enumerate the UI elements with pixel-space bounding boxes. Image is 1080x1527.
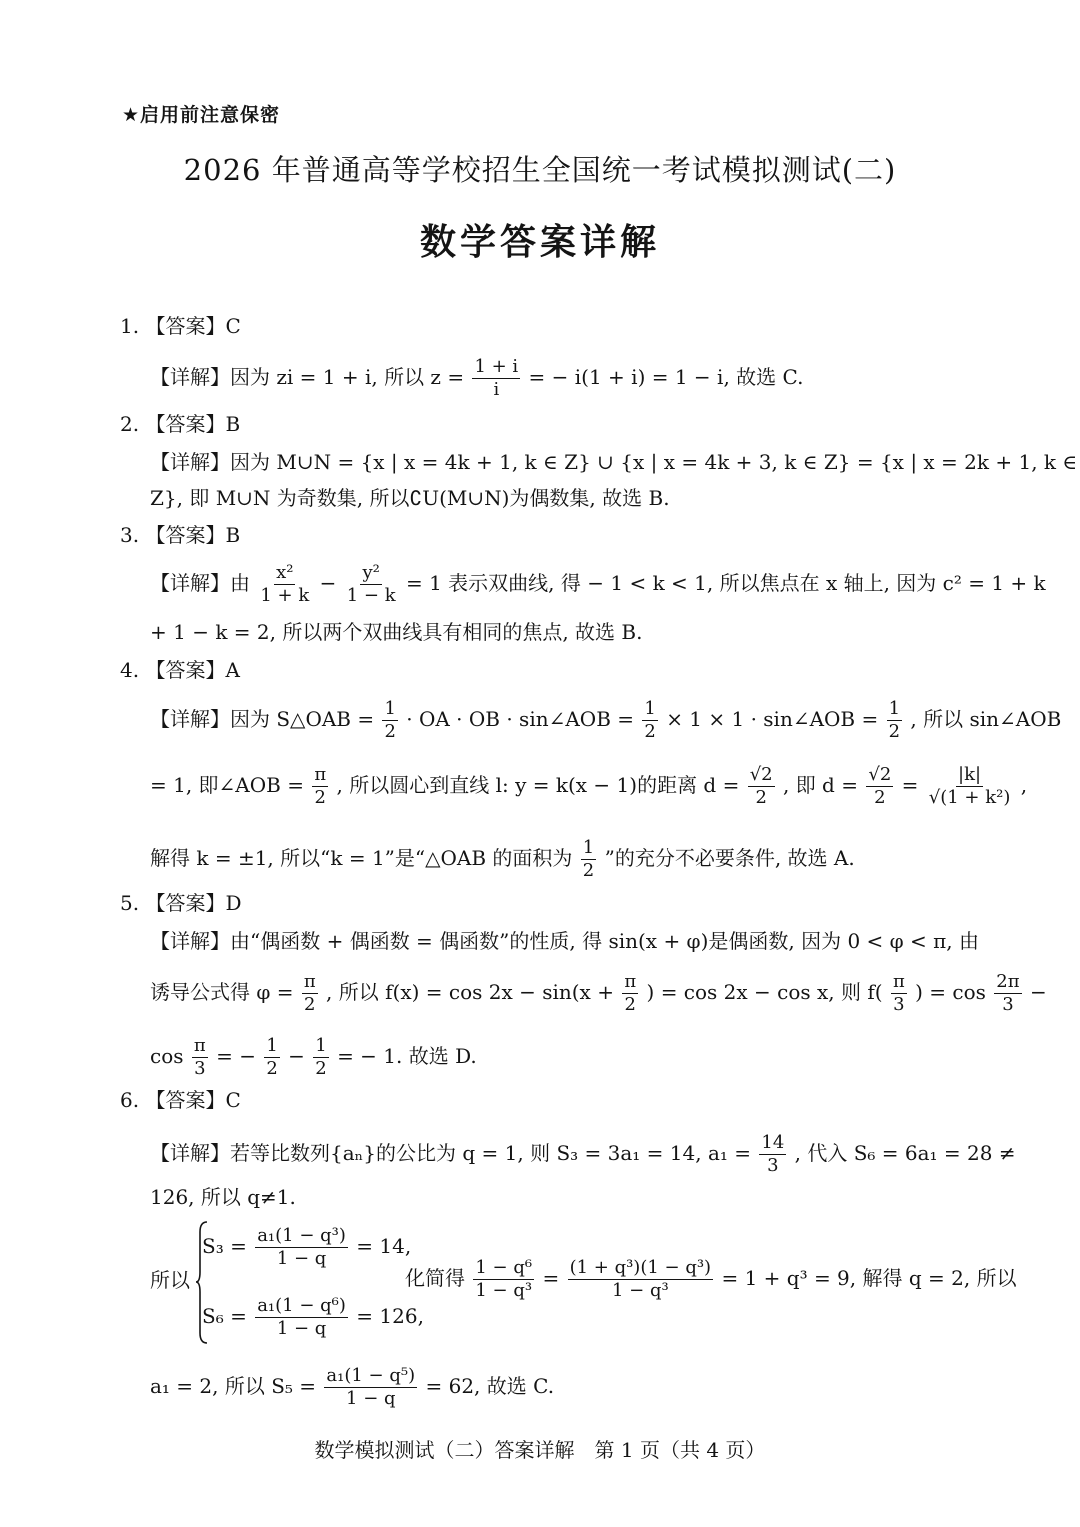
q3-frac-x — [258, 563, 311, 606]
frac-den: 1 − q — [276, 1247, 327, 1269]
q1-fraction — [472, 357, 520, 400]
q3-detail-line2: + 1 − k = 2, 所以两个双曲线具有相同的焦点, 故选 B. — [150, 620, 643, 644]
frac-den: 1 − q³ — [475, 1279, 533, 1301]
frac-den: 2 — [315, 1057, 327, 1079]
q5-l2-pre: 诱导公式得 φ = — [150, 979, 294, 1004]
q3-detail-line1 — [150, 563, 1046, 606]
q4-l1-mid2: × 1 × 1 · sin∠AOB = — [666, 706, 879, 731]
q6-detail-line2: 126, 所以 q≠1. — [150, 1185, 296, 1209]
q6-simp-pre: 化简得 — [405, 1265, 465, 1290]
q4-answer: 4. 【答案】A — [120, 658, 240, 682]
q5-twopi-third — [994, 972, 1021, 1015]
q6-simp-frac-2 — [568, 1258, 714, 1301]
frac-num: π — [193, 1035, 206, 1056]
frac-num: 1 — [644, 698, 656, 719]
frac-num: √2 — [749, 764, 773, 785]
frac-num: π — [303, 971, 316, 992]
confidential-notice: ★启用前注意保密 — [122, 104, 281, 126]
q6-so-label: 所以 — [150, 1268, 190, 1292]
frac-den: 3 — [893, 993, 905, 1015]
q1-detail-post: = − i(1 + i) = 1 − i, 故选 C. — [528, 364, 804, 389]
frac-num: √2 — [868, 764, 892, 785]
frac-num: 2π — [996, 971, 1020, 992]
q1-detail — [150, 357, 803, 400]
frac-den: √(1 + k²) — [928, 786, 1011, 808]
q3-answer: 3. 【答案】B — [120, 523, 241, 547]
q4-l1-post: , 所以 sin∠AOB — [910, 706, 1062, 731]
page-footer: 数学模拟测试（二）答案详解 第 1 页（共 4 页） — [314, 1438, 766, 1462]
frac-num: 1 — [888, 698, 901, 719]
frac-den: 2 — [624, 993, 636, 1015]
q5-half-2 — [313, 1036, 328, 1079]
q3-minus: − — [319, 570, 337, 595]
q1-frac-num: 1 + i — [474, 356, 519, 377]
q6-simp-post: = 1 + q³ = 9, 解得 q = 2, 所以 — [721, 1265, 1017, 1290]
q6-a1-frac — [759, 1133, 786, 1176]
frac-den: 2 — [644, 720, 656, 742]
q5-pi-third-2 — [192, 1036, 208, 1079]
frac-num: 14 — [761, 1132, 785, 1153]
q5-pi-half-1 — [302, 972, 318, 1015]
frac-num: π — [892, 971, 905, 992]
q5-l2-post: − — [1029, 979, 1047, 1004]
frac-den: 2 — [314, 786, 326, 808]
q6-equation-system — [150, 1220, 424, 1345]
q6-s6-lhs: S₆ = — [202, 1303, 247, 1328]
frac-den: 3 — [767, 1154, 779, 1176]
q4-l2-mid2: , 即 d = — [782, 772, 858, 797]
q6-simplify-line — [405, 1258, 1017, 1301]
frac-den: 3 — [194, 1057, 206, 1079]
frac-num: (1 + q³)(1 − q³) — [569, 1257, 712, 1278]
q6-s3-rhs: = 14, — [356, 1233, 412, 1258]
q4-l2-pre: = 1, 即∠AOB = — [150, 772, 304, 797]
frac-num: 1 — [315, 1035, 327, 1056]
q4-half-4 — [581, 838, 596, 881]
q5-detail-line1: 【详解】由“偶函数 + 偶函数 = 偶函数”的性质, 得 sin(x + φ)是偶函数, 因为 0 < φ < π, 由 — [150, 929, 979, 953]
frac-num: π — [624, 971, 637, 992]
q4-distance-frac — [927, 765, 1013, 808]
frac-den: 3 — [1002, 993, 1014, 1015]
q5-l2-mid2: ) = cos 2x − cos x, 则 f( — [646, 979, 883, 1004]
frac-den: 2 — [874, 786, 886, 808]
frac-den: 1 − q³ — [611, 1279, 669, 1301]
page-title: 数学答案详解 — [419, 222, 660, 263]
q6-s5-frac — [324, 1366, 417, 1409]
q4-half-1 — [382, 699, 397, 742]
q4-l2-mid: , 所以圆心到直线 l: y = k(x − 1)的距离 d = — [336, 772, 740, 797]
q1-answer: 1. 【答案】C — [120, 314, 241, 338]
q4-half-2 — [642, 699, 657, 742]
frac-num: a₁(1 − q⁶) — [257, 1295, 346, 1316]
q2-detail-line2: Z}, 即 M∪N 为奇数集, 所以∁U(M∪N)为偶数集, 故选 B. — [150, 486, 670, 510]
frac-den: 2 — [582, 859, 595, 881]
q6-last-post: = 62, 故选 C. — [425, 1373, 555, 1398]
frac-num: 1 — [582, 837, 595, 858]
q4-l1-pre: 【详解】因为 S△OAB = — [150, 706, 375, 731]
q3-post: = 1 表示双曲线, 得 − 1 < k < 1, 所以焦点在 x 轴上, 因为 c² = 1 + k — [405, 570, 1046, 595]
q5-half-1 — [264, 1036, 279, 1079]
q4-detail-line1 — [150, 699, 1061, 742]
q5-l2-mid3: ) = cos — [915, 979, 986, 1004]
q6-l1-post: , 代入 S₆ = 6a₁ = 28 ≠ — [794, 1140, 1016, 1165]
q6-simp-eq: = — [542, 1265, 560, 1290]
frac-num: 1 − q⁶ — [475, 1257, 533, 1278]
q1-detail-pre: 【详解】因为 zi = 1 + i, 所以 z = — [150, 364, 465, 389]
frac-den: 1 − q — [346, 1387, 396, 1409]
frac-num: |k| — [958, 764, 982, 785]
frac-den: 2 — [266, 1057, 278, 1079]
q3-f2-den: 1 − k — [346, 584, 396, 606]
q1-frac-den: i — [493, 378, 500, 400]
frac-den: 2 — [755, 786, 767, 808]
q5-pi-half-2 — [622, 972, 638, 1015]
q5-l3-mid: = − — [216, 1043, 256, 1068]
q3-f2-num: y² — [362, 562, 380, 583]
q4-pi-half — [312, 765, 328, 808]
q5-pi-third — [891, 972, 907, 1015]
q4-sqrt2-half-2 — [866, 765, 893, 808]
frac-den: 2 — [304, 993, 316, 1015]
q6-simp-frac-1 — [473, 1258, 534, 1301]
frac-num: a₁(1 − q⁵) — [326, 1365, 416, 1386]
q6-s6-rhs: = 126, — [356, 1303, 424, 1328]
frac-num: 1 — [266, 1035, 278, 1056]
q5-l2-mid: , 所以 f(x) = cos 2x − sin(x + — [326, 979, 614, 1004]
q3-frac-y — [345, 563, 398, 606]
frac-den: 2 — [888, 720, 901, 742]
q5-l3-post: = − 1. 故选 D. — [337, 1043, 477, 1068]
q4-l3-post: ”的充分不必要条件, 故选 A. — [604, 845, 855, 870]
q6-detail-line1 — [150, 1133, 1016, 1176]
q4-l3-pre: 解得 k = ±1, 所以“k = 1”是“△OAB 的面积为 — [150, 845, 573, 870]
q4-sqrt2-half-1 — [748, 765, 775, 808]
q4-half-3 — [887, 699, 902, 742]
frac-num: a₁(1 − q³) — [257, 1225, 346, 1246]
frac-den: 1 − q — [276, 1317, 327, 1339]
q5-l3-minus: − — [288, 1043, 305, 1068]
q6-s3-frac — [255, 1226, 348, 1269]
q6-answer: 6. 【答案】C — [120, 1088, 241, 1112]
q4-detail-line2 — [150, 765, 1027, 808]
q6-last-pre: a₁ = 2, 所以 S₅ = — [150, 1373, 317, 1398]
q2-detail-line1: 【详解】因为 M∪N = {x | x = 4k + 1, k ∈ Z} ∪ {x | x = 4k + 3, k ∈ Z} = {x | x = 2k + 1, k ∈ — [150, 450, 1078, 474]
frac-den: 2 — [384, 720, 396, 742]
q4-l1-mid: · OA · OB · sin∠AOB = — [406, 706, 635, 731]
q6-s3-equation — [202, 1226, 411, 1269]
q4-comma: , — [1020, 772, 1028, 797]
q6-s3-lhs: S₃ = — [202, 1233, 247, 1258]
q6-l1-pre: 【详解】若等比数列{aₙ}的公比为 q = 1, 则 S₃ = 3a₁ = 14, a₁ = — [150, 1140, 752, 1165]
frac-num: π — [314, 764, 327, 785]
q4-equals: = — [901, 772, 919, 797]
q6-s6-frac — [255, 1296, 348, 1339]
q6-final-line — [150, 1366, 554, 1409]
q5-l3-pre: cos — [150, 1043, 184, 1068]
frac-num: 1 — [384, 698, 396, 719]
q3-f1-num: x² — [276, 562, 294, 583]
q3-f1-den: 1 + k — [260, 584, 310, 606]
q3-pre: 【详解】由 — [150, 570, 250, 595]
q5-answer: 5. 【答案】D — [120, 891, 242, 915]
q4-detail-line3 — [150, 838, 855, 881]
q5-detail-line3 — [150, 1036, 477, 1079]
q5-detail-line2 — [150, 972, 1047, 1015]
q2-answer: 2. 【答案】B — [120, 412, 241, 436]
exam-title: 2026 年普通高等学校招生全国统一考试模拟测试(二) — [183, 153, 897, 187]
q6-s6-equation — [202, 1296, 424, 1339]
